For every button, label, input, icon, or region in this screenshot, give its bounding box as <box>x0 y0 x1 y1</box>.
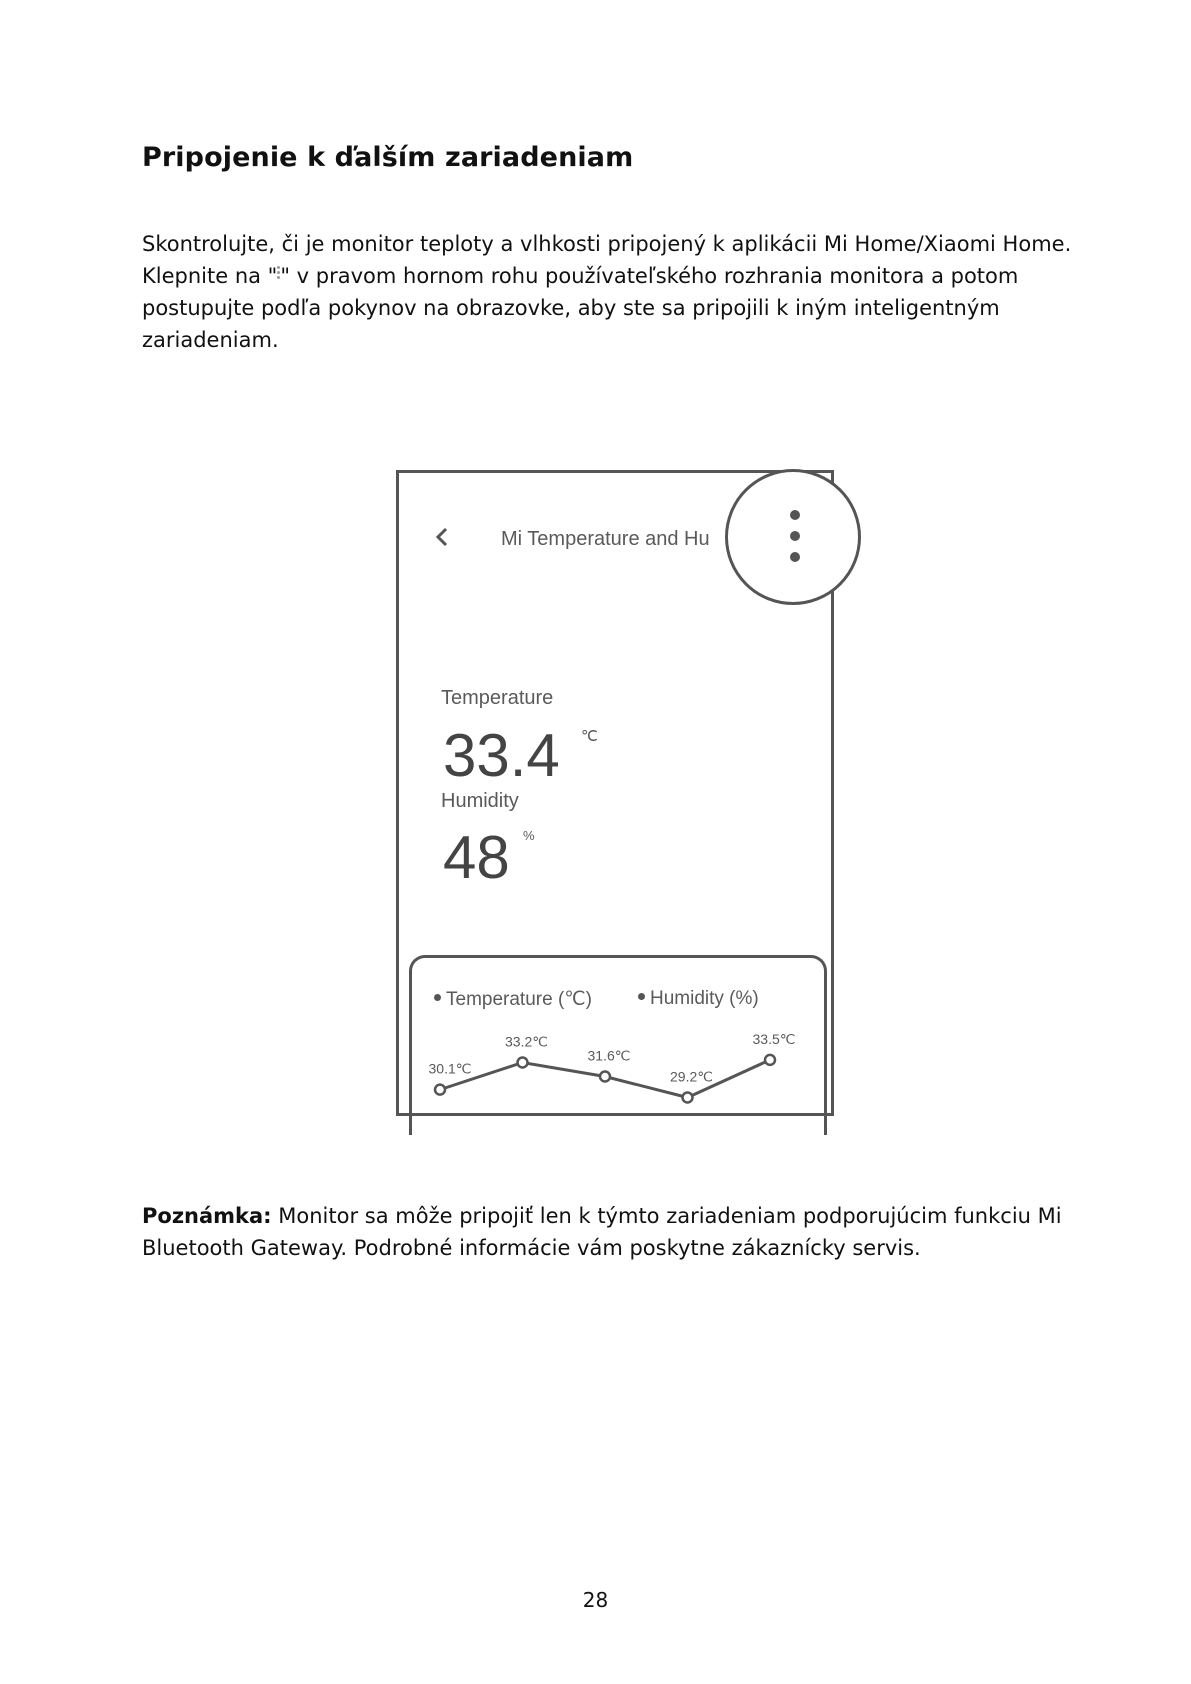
data-label: 30.1℃ <box>428 1060 472 1077</box>
vertical-ellipsis-icon[interactable] <box>790 510 800 573</box>
page-number: 28 <box>582 1588 609 1612</box>
more-menu-highlight <box>725 469 861 605</box>
paragraph-line-1: Skontrolujte, či je monitor teploty a vlhkosti pripojený k aplikácii Mi Home/Xiaomi Home. <box>142 232 1072 256</box>
paragraph-line-3: postupujte podľa pokynov na obrazovke, aby ste sa pripojili k iným inteligentným <box>142 296 1000 320</box>
data-point[interactable] <box>683 1093 693 1103</box>
note-line-2: Bluetooth Gateway. Podrobné informácie vám poskytne zákaznícky servis. <box>142 1236 921 1260</box>
paragraph-line-2-end: " v pravom hornom rohu používateľského rozhrania monitora a potom <box>280 264 1019 288</box>
page-heading: Pripojenie k ďalším zariadeniam <box>142 142 634 173</box>
humidity-label: Humidity <box>441 790 519 812</box>
chart-card[interactable] <box>409 955 827 1135</box>
paragraph-line-2 <box>142 260 1042 292</box>
paragraph-line-4: zariadeniam. <box>142 328 279 352</box>
note-paragraph <box>142 1200 1062 1264</box>
humidity-value: 48 <box>443 824 510 891</box>
note-text-1: Monitor sa môže pripojiť len k týmto zariadeniam podporujúcim funkciu Mi <box>278 1204 1062 1228</box>
legend-humidity-label: Humidity (%) <box>650 988 759 1009</box>
data-point[interactable] <box>765 1055 775 1065</box>
data-label: 29.2℃ <box>670 1068 713 1085</box>
app-screenshot <box>396 470 834 1116</box>
paragraph-line-2-start: Klepnite na " <box>142 264 278 288</box>
chevron-left-icon[interactable] <box>435 526 449 548</box>
data-label: 33.2℃ <box>505 1033 548 1050</box>
note-label: Poznámka: <box>142 1204 272 1228</box>
humidity-unit: % <box>523 828 535 843</box>
data-point[interactable] <box>518 1058 528 1068</box>
app-title: Mi Temperature and Hu <box>501 528 710 550</box>
legend-temperature-label: Temperature (℃) <box>446 989 592 1010</box>
data-label: 31.6℃ <box>587 1047 631 1064</box>
temperature-line-chart <box>412 958 824 1128</box>
temperature-unit: ℃ <box>581 728 598 745</box>
data-label: 33.5℃ <box>752 1030 796 1047</box>
temperature-value: 33.4 <box>443 722 560 789</box>
note-line-1 <box>142 1200 1062 1232</box>
instruction-paragraph <box>142 228 1072 356</box>
data-point[interactable] <box>600 1072 610 1082</box>
temperature-label: Temperature <box>441 687 554 709</box>
data-point[interactable] <box>435 1085 445 1095</box>
